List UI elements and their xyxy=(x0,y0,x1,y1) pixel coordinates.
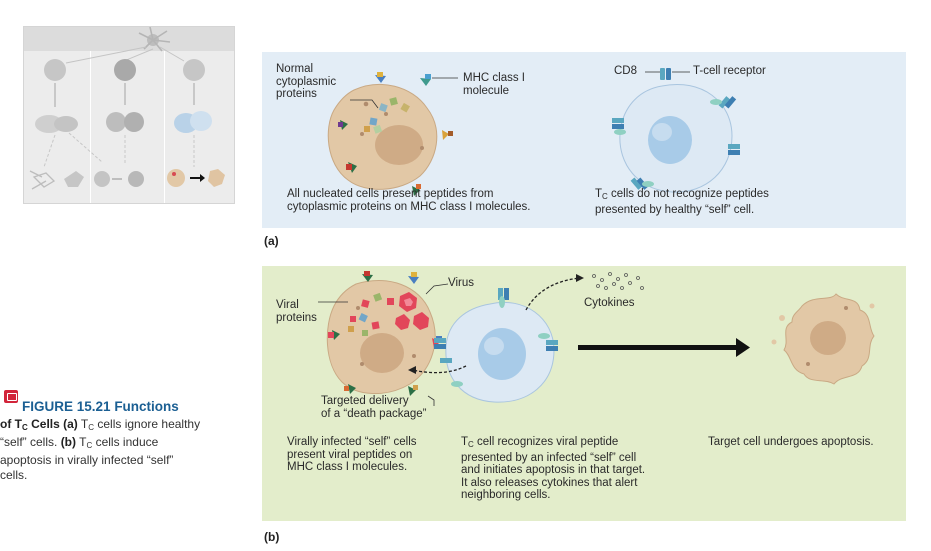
label-line: Viral xyxy=(276,299,299,311)
nucleus xyxy=(360,333,404,373)
label-line: Targeted delivery xyxy=(321,395,409,407)
cell-icon xyxy=(183,59,205,81)
description-line: $T_C$ cells do not recognize peptides xyxy=(595,188,769,201)
big-arrow-shaft xyxy=(578,345,738,350)
t-cell xyxy=(434,288,558,402)
leader-line xyxy=(426,284,448,294)
figure-title-text: Functions xyxy=(114,399,179,414)
t-cell xyxy=(612,68,740,192)
label-line: molecule xyxy=(463,84,510,97)
cytokine-release-arrow xyxy=(526,278,580,310)
figure-caption xyxy=(0,417,240,483)
label-line: proteins xyxy=(276,311,317,324)
label-line: MHC class I xyxy=(463,72,525,84)
description-line: present viral peptides on xyxy=(287,448,413,461)
big-arrow-head xyxy=(736,338,750,357)
apoptotic-cell xyxy=(772,294,875,384)
figure-number: FIGURE 15.21 xyxy=(22,399,111,414)
panel-b-infected-description xyxy=(287,436,417,474)
thumbnail-illustration xyxy=(24,27,234,203)
t-cell-receptor xyxy=(660,68,671,80)
label-line: Normal xyxy=(276,63,314,75)
description-line: $T_C$ cell recognizes viral peptide xyxy=(461,436,619,449)
panel-label-b: (b) xyxy=(264,530,280,544)
leader-line xyxy=(428,396,434,406)
description-line: presented by an infected “self” cell xyxy=(461,451,637,464)
cell-icon xyxy=(94,171,144,187)
label-virus: Virus xyxy=(448,277,474,289)
cell-icon xyxy=(114,59,136,81)
panel-label-a: (a) xyxy=(264,234,279,248)
panel-b-apoptosis-description: Target cell undergoes apoptosis. xyxy=(708,436,874,448)
mhc-class-i-molecule xyxy=(375,72,386,83)
label-cd8: CD8 xyxy=(614,65,638,77)
label-line: cytoplasmic xyxy=(276,75,337,88)
label-mhc-class-i xyxy=(463,72,525,97)
cytokines-icon xyxy=(593,273,644,290)
t-cell-nucleus xyxy=(478,328,526,380)
label-line: proteins xyxy=(276,88,317,100)
dendritic-cell-icon xyxy=(30,171,84,189)
description-line: and initiates apoptosis in that target. xyxy=(461,464,646,476)
nucleus xyxy=(375,125,423,165)
label-line: of a “death package” xyxy=(321,407,427,420)
description-line: All nucleated cells present peptides from xyxy=(287,188,494,200)
description-line: It also releases cytokines that alert xyxy=(461,476,638,489)
mhc-class-i-molecule xyxy=(408,272,419,284)
cell-cluster-icon xyxy=(35,115,78,133)
figure-icon xyxy=(4,390,18,403)
label-viral-proteins xyxy=(276,299,317,324)
label-death-package xyxy=(321,395,427,420)
label-cytokines: Cytokines xyxy=(584,297,635,309)
infected-self-cell xyxy=(327,271,442,396)
panel-a-left-description xyxy=(287,188,531,213)
cell-cluster-icon xyxy=(106,112,144,132)
figure-title xyxy=(22,399,179,414)
t-cell-nucleus xyxy=(648,116,692,164)
label-t-cell-receptor: T-cell receptor xyxy=(693,65,766,77)
description-line: neighboring cells. xyxy=(461,489,551,501)
panel-a-right-description xyxy=(595,188,769,216)
cell-icon xyxy=(44,59,66,81)
caption-line: apoptosis in virally infected “self” xyxy=(0,453,174,467)
healthy-self-cell xyxy=(328,72,453,196)
description-line: presented by healthy “self” cell. xyxy=(595,203,755,216)
apoptotic-cell-icon xyxy=(208,169,225,187)
label-normal-proteins xyxy=(276,63,336,101)
cell-cluster-icon xyxy=(174,111,212,133)
caption-line: “self” cells. (b) $T_C$ cells induce xyxy=(0,435,159,450)
caption-line: cells. xyxy=(0,468,28,482)
target-cell-icon xyxy=(167,169,185,187)
thumbnail-overview xyxy=(23,26,235,204)
description-line: cytoplasmic proteins on MHC class I molecules. xyxy=(287,200,531,213)
description-line: MHC class I molecules. xyxy=(287,461,408,473)
description-line: Virally infected “self” cells xyxy=(287,436,417,448)
caption-line: of $T_C$ Cells (a) $T_C$ cells ignore healthy xyxy=(0,417,201,432)
panel-b-tc-description xyxy=(461,436,645,502)
